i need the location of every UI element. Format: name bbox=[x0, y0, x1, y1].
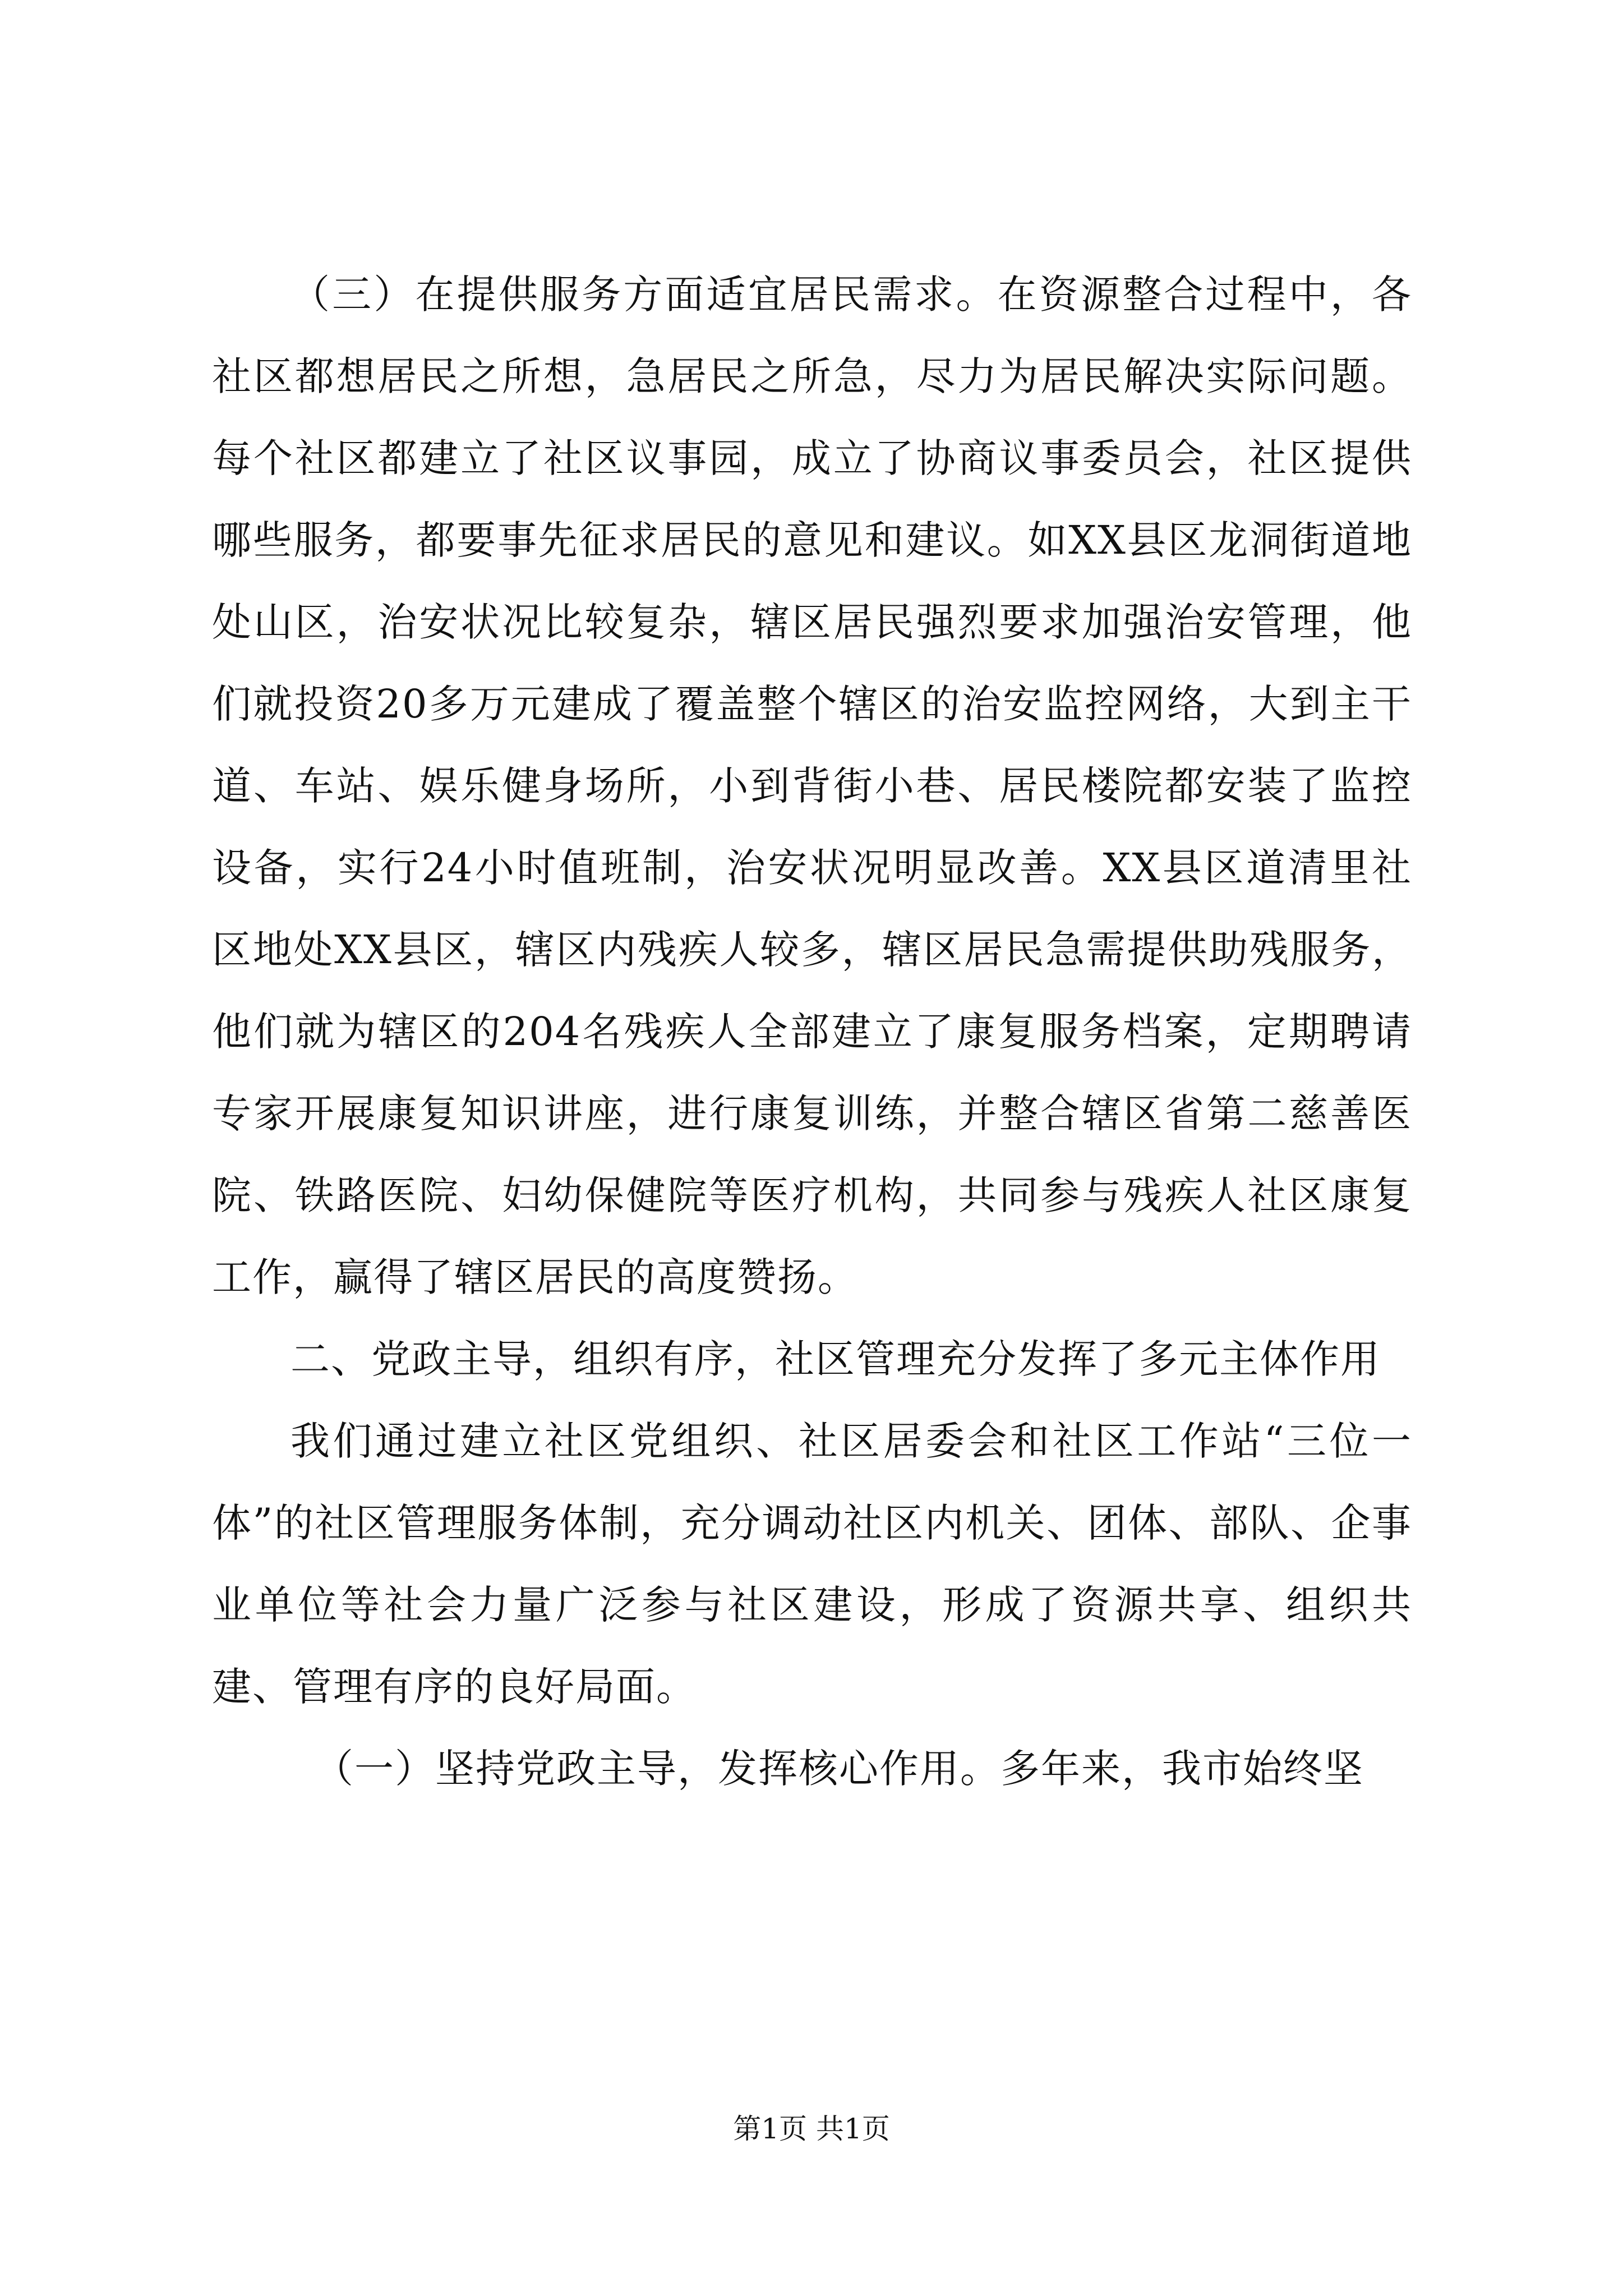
page-number-label: 第1页 共1页 bbox=[733, 2113, 890, 2145]
section-heading-party-leadership: 二、党政主导，组织有序，社区管理充分发挥了多元主体作用 bbox=[291, 1336, 1381, 1382]
paragraph-service-needs: （三）在提供服务方面适宜居民需求。在资源整合过程中，各社区都想居民之所想，急居民之所急，尽力为居民解决实际问题。每个社区都建立了社区议事园，成立了协商议事委员会，社区提供哪些服务，都要事先征求居民的意见和建议。如XX县区龙洞街道地处山区，治安状况比较复杂，辖区居民强烈要求加强治安管理，他们就投资20多万元建成了覆盖整个辖区的治安监控网络，大到主干道、车站、娱乐健身场所，小到背街小巷、居民楼院都安装了监控设备，实行24小时值班制，治安状况明显改善。XX县区道清里社区地处XX县区，辖区内残疾人较多，辖区居民急需提供助残服务，他们就为辖区的204名残疾人全部建立了康复服务档案，定期聘请专家开展康复知识讲座，进行康复训练，并整合辖区省第二慈善医院、铁路医院、妇幼保健院等医疗机构，共同参与残疾人社区康复工作，赢得了辖区居民的高度赞扬。 bbox=[212, 272, 1412, 1300]
paragraph-three-in-one-system: 我们通过建立社区党组织、社区居委会和社区工作站“三位一体”的社区管理服务体制，充分调动社区内机关、团体、部队、企事业单位等社会力量广泛参与社区建设，形成了资源共享、组织共建、管理有序的良好局面。 bbox=[212, 1418, 1412, 1710]
page-footer bbox=[0, 2109, 1623, 2148]
paragraph-party-core-role: （一）坚持党政主导，发挥核心作用。多年来，我市始终坚 bbox=[314, 1746, 1364, 1792]
document-body bbox=[212, 254, 1412, 1810]
